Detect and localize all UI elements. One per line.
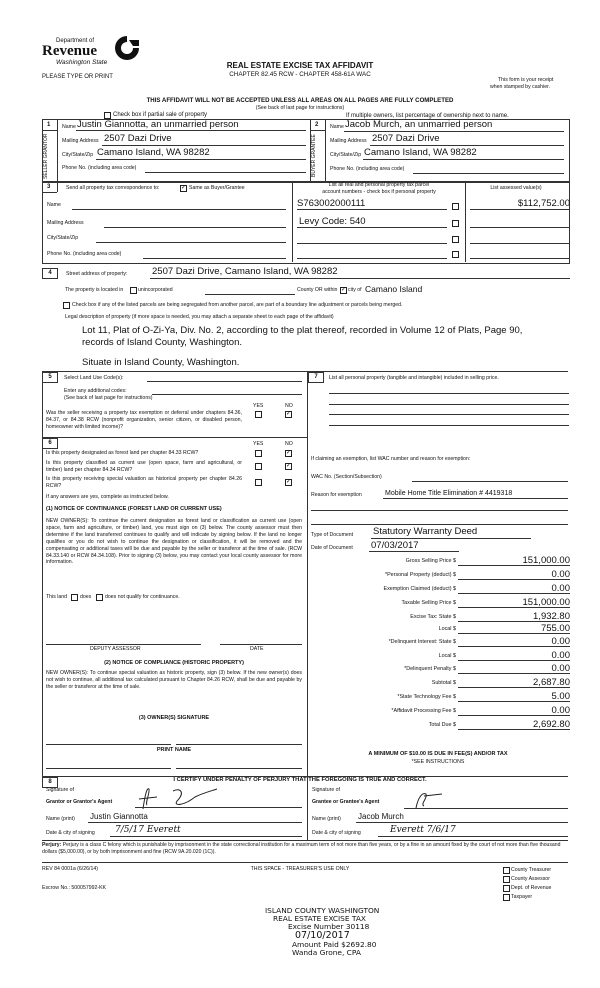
- forest-yes-checkbox[interactable]: [255, 450, 262, 457]
- escrow-number: Escrow No.: 500057992-KK: [42, 885, 107, 891]
- if-yes-note: If any answers are yes, complete as instructed below.: [46, 494, 169, 500]
- underline: [470, 209, 570, 210]
- additional-codes-label: Enter any additional codes:: [64, 388, 127, 394]
- notice-compliance-title: (2) NOTICE OF COMPLIANCE (HISTORIC PROPERTY): [104, 660, 244, 666]
- fee-label: Local $: [438, 626, 456, 632]
- partial-sale-checkbox[interactable]: [104, 112, 111, 119]
- certify-statement: I CERTIFY UNDER PENALTY OF PERJURY THAT THE FOREGOING IS TRUE AND CORRECT.: [173, 777, 427, 783]
- underline: [96, 159, 306, 160]
- underline: [383, 498, 568, 499]
- doc-type-field[interactable]: Statutory Warranty Deed: [373, 526, 478, 537]
- fee-underline: [458, 687, 570, 688]
- underline: [110, 836, 302, 837]
- perjury-notice: [42, 842, 570, 856]
- seller-name-field[interactable]: Justin Giannotta, an unmarried person: [77, 119, 239, 130]
- exemption-no-checkbox[interactable]: ✓: [286, 411, 292, 417]
- section-2-number: 2: [315, 122, 319, 128]
- owner-signature-line-2[interactable]: [176, 744, 302, 745]
- buyer-grantee-label: BUYER GRANTEE: [311, 134, 317, 178]
- fee-value[interactable]: 2,692.80: [533, 719, 570, 730]
- underline: [76, 130, 306, 131]
- deputy-assessor-signature-line[interactable]: [46, 644, 201, 645]
- parcel-2[interactable]: Levy Code: 540: [299, 216, 366, 227]
- grantor-date-label: Date & city of signing: [46, 830, 95, 836]
- same-as-buyer-checkbox[interactable]: ✓: [181, 185, 187, 191]
- buyer-city-field[interactable]: Camano Island, WA 98282: [364, 147, 477, 158]
- divider: [465, 181, 466, 262]
- underline: [370, 145, 564, 146]
- dept-revenue-checkbox[interactable]: [503, 885, 510, 892]
- print-name-line-2[interactable]: [176, 768, 302, 769]
- s5-no-header: NO: [285, 403, 293, 409]
- forest-question: Is this property designated as forest land per chapter 84.33 RCW?: [46, 450, 199, 456]
- fee-value[interactable]: 2,687.80: [533, 677, 570, 688]
- fee-underline: [458, 607, 570, 608]
- reason-line-2[interactable]: [311, 510, 568, 511]
- personal-property-checkbox-3[interactable]: [452, 236, 459, 243]
- stamp-signer: Wanda Grone, CPA: [292, 948, 361, 957]
- personal-property-checkbox-1[interactable]: [452, 203, 459, 210]
- divider: [42, 437, 307, 438]
- s3-address-label: Mailing Address: [47, 220, 84, 226]
- reason-field[interactable]: Mobile Home Title Elimination # 4419318: [385, 490, 513, 497]
- stamp-date: 07/10/2017: [295, 930, 350, 941]
- divider: [42, 192, 57, 193]
- fee-underline: [458, 593, 570, 594]
- fee-label: Subtotal $: [431, 680, 456, 686]
- segregated-checkbox[interactable]: [63, 302, 70, 309]
- fee-label: *Personal Property (deduct) $: [384, 572, 456, 578]
- s3-name-field[interactable]: [72, 209, 286, 210]
- buyer-address-field[interactable]: 2507 Dazi Drive: [372, 133, 440, 144]
- additional-codes-field[interactable]: [152, 394, 302, 395]
- fee-label: Total Due $: [428, 722, 456, 728]
- buyer-address-label: Mailing Address: [330, 138, 367, 144]
- does-label: does: [80, 594, 92, 600]
- county-field[interactable]: [205, 294, 295, 295]
- owner-signature-line-1[interactable]: [46, 744, 171, 745]
- county-treasurer-checkbox[interactable]: [503, 867, 510, 874]
- buyer-city-label: City/State/Zip: [330, 152, 362, 158]
- section-7-number: 7: [308, 372, 324, 383]
- assessed-value-1[interactable]: $112,752.00: [517, 198, 570, 209]
- divider: [42, 130, 57, 131]
- seller-phone-label: Phone No. (including area code): [62, 165, 137, 171]
- assessed-header: List assessed value(s): [490, 185, 542, 191]
- grantor-name-label: Name (print): [46, 816, 75, 822]
- personal-property-line-4[interactable]: [329, 425, 569, 426]
- current-use-yes-checkbox[interactable]: [255, 463, 262, 470]
- s6-no-header: NO: [285, 441, 293, 447]
- personal-property-label: List all personal property (tangible and intangible) included in selling price.: [329, 375, 499, 381]
- send-correspondence-label: Send all property tax correspondence to:: [66, 185, 160, 191]
- personal-property-checkbox-4[interactable]: [452, 251, 459, 258]
- divider: [325, 119, 326, 181]
- underline: [102, 145, 306, 146]
- seller-grantor-label: SELLER GRANTOR: [43, 133, 49, 179]
- logo-revenue: Revenue: [42, 43, 97, 59]
- fee-value[interactable]: 0.00: [551, 636, 570, 647]
- does-not-qualify-checkbox[interactable]: [96, 594, 103, 601]
- same-as-buyer-label: Same as Buyer/Grantee: [189, 185, 245, 191]
- wac-field[interactable]: [412, 481, 568, 482]
- fee-underline: [458, 579, 570, 580]
- grantor-date-city-field[interactable]: 7/5/17 Everett: [115, 825, 181, 835]
- legal-description-label: Legal description of property (if more space is needed, you may attach a separate sheet to each page of the affidavit): [65, 314, 334, 320]
- buyer-phone-label: Phone No. (including area code): [330, 166, 405, 172]
- receipt-note-1: This form is your receipt: [498, 77, 554, 83]
- underline: [344, 131, 564, 132]
- grantee-signature: [410, 790, 460, 810]
- s3-city-label: City/State/Zip: [47, 235, 79, 241]
- form-revision: REV 84 0001a (6/26/14): [42, 866, 98, 872]
- fee-value[interactable]: 0.00: [551, 705, 570, 716]
- minimum-due-note: A MINIMUM OF $10.00 IS DUE IN FEE(S) AND/OR TAX: [368, 751, 508, 757]
- stamp-line-2: REAL ESTATE EXCISE TAX: [273, 914, 366, 923]
- deputy-date-label: DATE: [250, 646, 264, 652]
- form-chapter: CHAPTER 82.45 RCW - CHAPTER 458-61A WAC: [229, 71, 371, 78]
- reason-label: Reason for exemption: [311, 492, 362, 498]
- perjury-label: Perjury:: [42, 842, 62, 848]
- city-field[interactable]: Camano Island: [365, 284, 423, 294]
- divider: [307, 776, 308, 840]
- taxpayer-checkbox[interactable]: [503, 894, 510, 901]
- personal-property-line-1[interactable]: [329, 393, 569, 394]
- personal-property-checkbox-2[interactable]: [452, 220, 459, 227]
- treasurer-stamp: [250, 907, 390, 957]
- stamp-line-1: ISLAND COUNTY WASHINGTON: [265, 906, 380, 915]
- fee-value[interactable]: 0.00: [551, 569, 570, 580]
- fee-underline: [458, 633, 570, 634]
- buyer-name-field[interactable]: Jacob Murch, an unmarried person: [345, 119, 493, 130]
- stamp-line-3: Excise Number 30118: [288, 922, 370, 931]
- doc-type-label: Type of Document: [311, 532, 354, 538]
- fee-label: Excise Tax: State $: [410, 614, 456, 620]
- copy-taxpayer: Taxpayer: [511, 894, 533, 900]
- divider: [42, 840, 568, 841]
- unincorporated-label: unincorporated: [138, 287, 173, 293]
- please-type: PLEASE TYPE OR PRINT: [42, 74, 113, 80]
- divider: [42, 862, 568, 863]
- fee-underline: [458, 729, 570, 730]
- exemption-yes-checkbox[interactable]: [255, 411, 262, 418]
- located-in-label: The property is located in: [65, 287, 124, 293]
- form-title: REAL ESTATE EXCISE TAX AFFIDAVIT: [226, 61, 374, 70]
- grantee-date-label: Date & city of signing: [312, 830, 361, 836]
- fee-underline: [458, 660, 570, 661]
- copy-county-treasurer: County Treasurer: [511, 867, 552, 873]
- fee-value[interactable]: 151,000.00: [522, 597, 570, 608]
- buyer-phone-field[interactable]: [413, 173, 564, 174]
- notice-continuance-title: (1) NOTICE OF CONTINUANCE (FOREST LAND OR CURRENT USE): [46, 506, 222, 512]
- s3-phone-label: Phone No. (including area code): [47, 251, 122, 257]
- fee-underline: [458, 621, 570, 622]
- seller-address-field[interactable]: 2507 Dazi Drive: [104, 133, 172, 144]
- underline: [150, 278, 570, 279]
- fee-underline: [458, 673, 570, 674]
- city-of-label: city of: [348, 287, 362, 293]
- copy-county-assessor: County Assessor: [511, 876, 550, 882]
- grantor-agent-label: Grantor or Grantor's Agent: [46, 799, 113, 805]
- underline: [297, 227, 447, 228]
- segregated-label: Check box if any of the listed parcels are being segregated from another parcel, are part of a boundary line adjustment or parcels being merged.: [72, 302, 403, 308]
- current-use-question: Is this property classified as current use (open space, farm and agricultural, or timber) land per chapter 84.34 RCW?: [46, 460, 242, 473]
- grantee-name-label: Name (print): [312, 816, 341, 822]
- underline: [378, 836, 568, 837]
- grantee-date-city-field[interactable]: Everett 7/6/17: [390, 825, 456, 835]
- see-back-note: (See back of last page for instructions): [255, 105, 345, 111]
- section-1-number: 1: [47, 122, 51, 128]
- legal-description-3: Situate in Island County, Washington.: [82, 357, 240, 368]
- copy-dept-revenue: Dept. of Revenue: [511, 885, 552, 891]
- land-use-label: Select Land Use Code(s):: [64, 375, 124, 381]
- stamp-amount: Amount Paid $2692.80: [292, 940, 377, 949]
- parcel-3-field[interactable]: [297, 243, 447, 244]
- legal-description-1: Lot 11, Plat of O-Zi-Ya, Div. No. 2, according to the plat thereof, recorded in Volume 12 of Plats, Page 90,: [82, 325, 523, 336]
- county-or-within-label: County OR within: [297, 287, 338, 293]
- legal-description-2: records of Island County, Washington.: [82, 337, 242, 348]
- underline: [88, 822, 302, 823]
- parcel-1[interactable]: S763002000111: [297, 198, 366, 209]
- logo-dept-of: Department of: [56, 38, 95, 44]
- section-6-number: 6: [42, 438, 58, 449]
- divider: [57, 181, 58, 192]
- warning-text: THIS AFFIDAVIT WILL NOT BE ACCEPTED UNLESS ALL AREAS ON ALL PAGES ARE FULLY COMPLETED: [146, 97, 454, 104]
- grantor-signature-line[interactable]: [135, 807, 302, 808]
- assessed-value-4-field[interactable]: [470, 258, 570, 259]
- s3-city-field[interactable]: [96, 242, 286, 243]
- fee-underline: [458, 646, 570, 647]
- fee-label: *State Technology Fee $: [397, 694, 456, 700]
- underline: [356, 822, 568, 823]
- s3-phone-field[interactable]: [143, 258, 286, 259]
- deputy-date-line[interactable]: [220, 644, 302, 645]
- fee-label: Local $: [438, 653, 456, 659]
- seller-city-field[interactable]: Camano Island, WA 98282: [97, 147, 210, 158]
- buyer-name-label: Name: [330, 124, 344, 130]
- divider: [292, 181, 293, 262]
- notice-compliance-text: NEW OWNER(S): To continue special valuation as historic property, sign (3) below. If the new owner(s) does not wish to continue, all additional tax calculated pursuant to Chapter 84.26 RCW, shall be due and payable by the seller or transferor at the time of sale.: [46, 670, 302, 690]
- street-address-field[interactable]: 2507 Dazi Drive, Camano Island, WA 98282: [152, 266, 338, 277]
- notice-continuance-text: NEW OWNER(S): To continue the current designation as forest land or classification as current use (open space, farm and agriculture, or timber) land, you must sign on (3) below. The county assessor must then determine if the land transferred continues to qualify and will indicate by signing below. If the land no longer qualifies or you do not wish to continue the designation or classification, it will be removed and the compensating or additional taxes will be due and payable by the seller or transferor at the time of sale. (RCW 84.33.140 or RCW 84.34.108). Prior to signing (3) below, you may contact your local county assessor for more information.: [46, 518, 302, 566]
- s5-yes-header: YES: [253, 403, 264, 409]
- this-land-label: This land: [46, 594, 68, 600]
- s3-name-label: Name: [47, 202, 61, 208]
- doc-date-field[interactable]: 07/03/2017: [371, 540, 419, 551]
- claiming-exemption-label: If claiming an exemption, list WAC number and reason for exemption:: [311, 456, 471, 462]
- receipt-note-2: when stamped by cashier.: [490, 84, 550, 90]
- doc-date-label: Date of Document: [311, 545, 353, 551]
- personal-property-line-2[interactable]: [329, 404, 569, 405]
- see-instructions-note: *SEE INSTRUCTIONS: [411, 759, 465, 765]
- fee-label: Exemption Claimed (deduct) $: [383, 586, 456, 592]
- current-use-no-checkbox[interactable]: ✓: [286, 463, 292, 469]
- assessed-value-3-field[interactable]: [470, 243, 570, 244]
- section-8-number: 8: [42, 777, 58, 788]
- divider: [57, 119, 58, 181]
- does-qualify-checkbox[interactable]: [71, 594, 78, 601]
- seller-phone-field[interactable]: [145, 172, 306, 173]
- print-name-label: PRINT NAME: [156, 747, 192, 753]
- grantee-agent-label: Grantee or Grantee's Agent: [312, 799, 380, 805]
- underline: [363, 159, 564, 160]
- s3-address-field[interactable]: [104, 227, 286, 228]
- fee-underline: [458, 715, 570, 716]
- seller-name-label: Name: [62, 124, 76, 130]
- historic-yes-checkbox[interactable]: [255, 479, 262, 486]
- grantor-signature-of: Signature of: [46, 787, 74, 793]
- owner-signature-title: (3) OWNER(S) SIGNATURE: [138, 715, 210, 721]
- wac-label: WAC No. (Section/Subsection): [311, 474, 382, 480]
- does-not-label: does not qualify for continuance.: [105, 594, 180, 600]
- fee-value[interactable]: 1,932.80: [533, 611, 570, 622]
- forest-no-checkbox[interactable]: ✓: [286, 450, 292, 456]
- grantee-signature-line[interactable]: [404, 808, 568, 809]
- fee-value[interactable]: 0.00: [551, 583, 570, 594]
- s6-yes-header: YES: [253, 441, 264, 447]
- multiple-owners-note: If multiple owners, list percentage of ownership next to name.: [346, 113, 509, 119]
- fee-value[interactable]: 151,000.00: [522, 555, 570, 566]
- divider: [42, 371, 568, 372]
- logo-washington-state: Washington State: [56, 59, 108, 66]
- fee-label: Gross Selling Price $: [405, 558, 456, 564]
- fee-value[interactable]: 0.00: [551, 650, 570, 661]
- underline: [369, 551, 459, 552]
- unincorporated-checkbox[interactable]: [130, 287, 137, 294]
- fee-label: *Delinquent Interest: State $: [388, 639, 456, 645]
- grantee-name-field[interactable]: Jacob Murch: [358, 812, 404, 821]
- historic-no-checkbox[interactable]: ✓: [286, 479, 292, 485]
- city-checkbox[interactable]: ✓: [341, 287, 347, 293]
- grantee-signature-of: Signature of: [312, 787, 340, 793]
- divider: [42, 371, 43, 776]
- partial-sale-label: Check box if partial sale of property: [113, 112, 208, 118]
- fee-value[interactable]: 755.00: [540, 623, 570, 634]
- divider: [310, 130, 325, 131]
- reason-line-3[interactable]: [311, 524, 568, 525]
- land-use-field[interactable]: [147, 381, 302, 382]
- treasurer-use-only: THIS SPACE - TREASURER'S USE ONLY: [250, 866, 350, 872]
- fee-underline: [458, 701, 570, 702]
- seller-address-label: Mailing Address: [62, 138, 99, 144]
- deputy-assessor-label: DEPUTY ASSESSOR: [90, 646, 141, 652]
- fee-label: Taxable Selling Price $: [401, 600, 456, 606]
- s5-see-back: (See back of last page for instructions): [64, 395, 153, 401]
- exemption-question: Was the seller receiving a property tax exemption or deferral under chapters 84.36, 84.37, or 84.38 RCW (nonprofit organization, senior citizen, or disabled person, homeowner with limited income)?: [46, 410, 242, 430]
- historic-question: Is this property receiving special valuation as historical property per chapter 84.26 RCW?: [46, 476, 242, 489]
- section-3-number: 3: [47, 184, 51, 190]
- underline: [297, 209, 447, 210]
- fee-label: *Affidavit Processing Fee $: [391, 708, 456, 714]
- fee-value[interactable]: 0.00: [551, 663, 570, 674]
- assessed-value-2-field[interactable]: [470, 227, 570, 228]
- county-assessor-checkbox[interactable]: [503, 876, 510, 883]
- fee-underline: [458, 565, 570, 566]
- grantor-name-field[interactable]: Justin Giannotta: [90, 812, 148, 821]
- fee-label: *Delinquent Penalty $: [404, 666, 456, 672]
- print-name-line-1[interactable]: [46, 768, 171, 769]
- parcel-header-1: List all real and personal property tax parcel: [328, 182, 430, 188]
- seller-city-label: City/State/Zip: [62, 152, 94, 158]
- parcel-header-2: account numbers - check box if personal property: [322, 189, 436, 195]
- section-4-number: 4: [42, 268, 58, 279]
- street-address-label: Street address of property:: [66, 271, 128, 277]
- perjury-text: Perjury is a class C felony which is punishable by imprisonment in the state correctional institution for a maximum term of not more than five years, or by a fine in an amount fixed by the court of not more than five thousand dollars ($5,000.00), or by both imprisonment and fine (RCW 9A.20.020 (1C)).: [42, 842, 561, 855]
- underline: [371, 538, 531, 539]
- section-5-number: 5: [42, 372, 58, 383]
- personal-property-line-3[interactable]: [329, 414, 569, 415]
- fee-value[interactable]: 5.00: [551, 691, 570, 702]
- parcel-4-field[interactable]: [297, 258, 447, 259]
- dor-emblem-icon: [113, 34, 141, 62]
